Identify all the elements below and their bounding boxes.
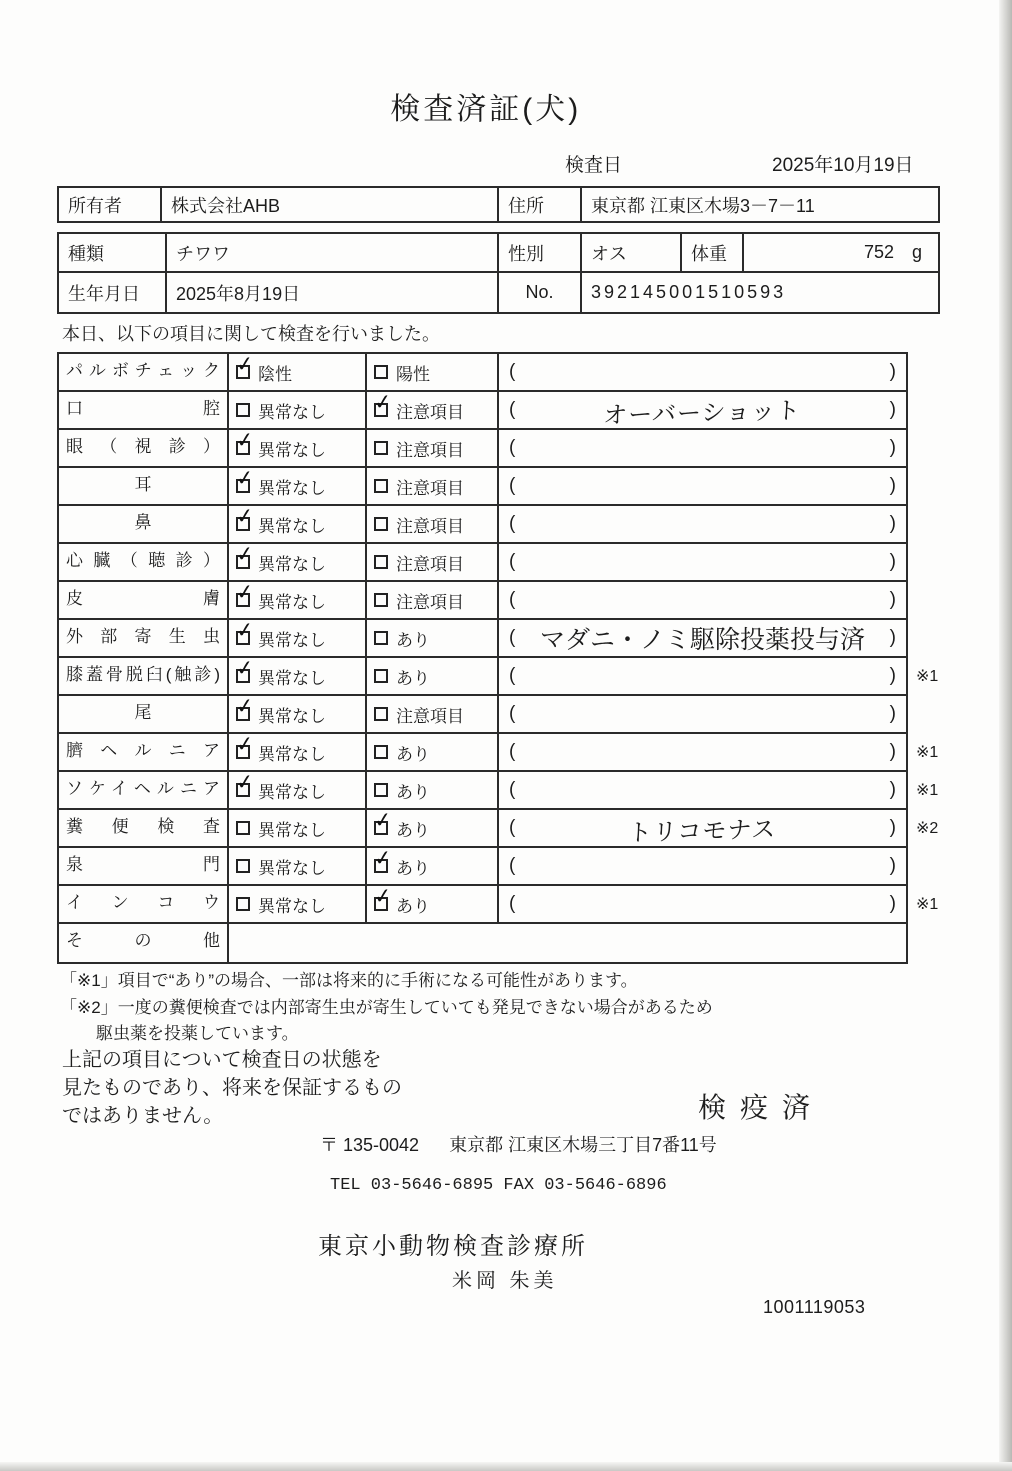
footnote-mark: ※2 [916,820,939,837]
checkbox-checked [234,427,255,455]
checkbox-checked [372,845,393,873]
checklist-row [59,541,906,582]
checkbox-unchecked [374,593,388,607]
option-label: 陰性 [258,364,292,384]
check-mark-icon: ✓ [234,427,255,453]
close-paren: ) [889,779,896,800]
option-cell [229,541,367,580]
option-label: あり [396,668,430,688]
close-paren: ) [889,703,896,724]
check-mark-icon: ✓ [372,845,393,871]
option-label: 異常なし [258,630,326,650]
checkbox-checked [372,389,393,417]
open-paren: ( [509,399,516,420]
clinic-address-line [320,1131,717,1157]
weight-label: 体重 [682,234,744,271]
check-mark-icon: ✓ [372,389,393,415]
option-cell [367,582,499,618]
option-label: 注意項目 [396,516,464,536]
pet-info-row-2 [59,273,938,312]
checkbox-checked [372,807,393,835]
certificate-no-value: 392145001510593 [591,282,787,302]
open-paren: ( [509,589,516,610]
scan-edge-bottom [0,1462,1012,1471]
checklist-row [59,769,939,810]
remarks-text: トリコモナス [627,815,778,847]
clinic-tel-fax: TEL 03-5646-6895 FAX 03-5646-6896 [330,1176,667,1195]
option-cell [229,810,367,846]
checkbox-unchecked [374,441,388,455]
option-label: 注意項目 [396,402,464,422]
option-cell [367,354,499,390]
checkbox-unchecked [374,555,388,569]
checkbox-unchecked [236,897,250,911]
checkbox-unchecked [374,517,388,531]
option-cell [367,620,499,656]
weight-cell [744,234,938,271]
checklist-row [59,427,906,468]
quarantine-passed-stamp: 検疫済 [698,1092,825,1123]
close-paren: ) [889,665,896,686]
checkbox-checked [234,731,255,759]
footnote-1: 「※1」項目で“あり”の場合、一部は将来的に手術になる可能性があります。 [60,971,638,990]
item-label: インコウ [59,886,229,922]
weight-unit: g [911,242,922,262]
option-label: 異常なし [258,554,326,574]
checkbox-checked [234,541,255,569]
certificate-no-label: No. [499,273,582,312]
open-paren: ( [509,513,516,534]
remarks-cell [499,468,906,504]
item-label: 心臓（聴診） [59,544,229,580]
checkbox-unchecked [236,821,250,835]
checkbox-checked [234,579,255,607]
remarks-cell [499,620,906,656]
item-label: 泉門 [59,848,229,884]
checklist-row [59,465,906,506]
option-label: 異常なし [258,744,326,764]
close-paren: ) [889,399,896,420]
checkbox-unchecked [374,365,388,379]
open-paren: ( [509,437,516,458]
close-paren: ) [889,589,896,610]
option-cell [367,734,499,770]
checklist-row [59,655,939,696]
option-label: あり [396,782,430,802]
birthdate-value: 2025年8月19日 [167,273,499,312]
check-mark-icon: ✓ [234,579,255,605]
open-paren: ( [509,475,516,496]
checkbox-checked [234,465,255,493]
check-mark-icon: ✓ [234,503,255,529]
intro-text: 本日、以下の項目に関して検査を行いました。 [62,324,440,344]
pet-info-table [57,232,940,314]
option-label: 注意項目 [396,592,464,612]
close-paren: ) [889,817,896,838]
option-label: 異常なし [258,592,326,612]
sex-label: 性別 [499,234,582,271]
checklist-row [59,351,906,392]
checkbox-unchecked [374,669,388,683]
item-label: ソケイヘルニア [59,772,229,808]
check-mark-icon: ✓ [372,883,393,909]
disclaimer-text [62,1046,402,1130]
option-cell [229,427,367,466]
item-label: 口腔 [59,392,229,428]
option-cell [229,503,367,542]
footnote-2-line1: 「※2」一度の糞便検査では内部寄生虫が寄生していても発見できない場合があるため [60,998,713,1017]
option-cell [229,392,367,428]
owner-table [57,186,940,223]
checkbox-checked [372,883,393,911]
open-paren: ( [509,893,516,914]
option-label: 注意項目 [396,478,464,498]
remarks-cell [499,772,906,808]
disclaimer-line: ではありません。 [62,1105,224,1127]
option-cell [367,658,499,694]
option-label: あり [396,820,430,840]
option-label: 異常なし [258,706,326,726]
option-label: 注意項目 [396,440,464,460]
option-cell [367,506,499,542]
option-label: 異常なし [258,782,326,802]
remarks-cell [499,544,906,580]
remarks-cell [499,810,906,846]
option-cell [229,579,367,618]
scan-edge-right [999,0,1012,1471]
open-paren: ( [509,855,516,876]
option-label: 異常なし [258,440,326,460]
inspection-date-label: 検査日 [565,155,623,176]
sex-value: オス [582,234,682,271]
checklist-row [59,807,939,848]
checklist-row [59,389,906,430]
checkbox-checked [234,655,255,683]
checklist-row [59,883,939,924]
checkbox-unchecked [374,631,388,645]
open-paren: ( [509,741,516,762]
option-cell [229,465,367,504]
option-label: 異常なし [258,668,326,688]
option-label: 陽性 [396,364,430,384]
checklist-row [59,617,906,658]
close-paren: ) [889,513,896,534]
close-paren: ) [889,741,896,762]
checkbox-unchecked [374,745,388,759]
item-label: 臍ヘルニア [59,734,229,770]
option-cell [367,696,499,732]
remarks-text: オーバーショット [602,396,802,430]
option-cell [229,769,367,808]
empty-cell [229,924,906,962]
checklist-table [57,351,939,964]
open-paren: ( [509,551,516,572]
option-label: 異常なし [258,516,326,536]
checklist-row [59,693,906,734]
open-paren: ( [509,703,516,724]
option-cell [367,807,499,846]
close-paren: ) [889,893,896,914]
breed-value: チワワ [167,234,499,271]
checklist-row [59,579,906,620]
remarks-cell [499,392,906,428]
check-mark-icon: ✓ [234,655,255,681]
remarks-text: マダニ・ノミ駆除投薬投与済 [539,626,865,654]
remarks-cell [499,354,906,390]
item-label: パルボチェック [59,354,229,390]
footnote-2-line2: 駆虫薬を投薬しています。 [96,1024,299,1043]
check-mark-icon: ✓ [234,541,255,567]
disclaimer-line: 上記の項目について検査日の状態を [62,1049,382,1071]
checkbox-unchecked [374,707,388,721]
checkbox-checked [234,769,255,797]
breed-label: 種類 [59,234,167,271]
checkbox-unchecked [236,403,250,417]
close-paren: ) [889,437,896,458]
footnote-mark: ※1 [916,896,939,913]
option-label: 注意項目 [396,706,464,726]
checkbox-checked [234,617,255,645]
option-cell [367,389,499,428]
inspection-date-value: 2025年10月19日 [772,155,914,176]
weight-value: 752 [863,242,894,262]
option-label: 注意項目 [396,554,464,574]
option-cell [229,848,367,884]
option-label: 異常なし [258,478,326,498]
checkbox-unchecked [236,859,250,873]
checklist-row [59,503,906,544]
check-mark-icon: ✓ [372,807,393,833]
item-label: 皮膚 [59,582,229,618]
remarks-cell [499,848,906,884]
open-paren: ( [509,361,516,382]
check-mark-icon: ✓ [234,731,255,757]
option-cell [229,693,367,732]
footnote-mark: ※1 [916,782,939,799]
owner-label: 所有者 [59,188,162,221]
option-label: あり [396,896,430,916]
remarks-cell [499,506,906,542]
close-paren: ) [889,361,896,382]
footnote-mark: ※1 [916,668,939,685]
remarks-cell [499,582,906,618]
check-mark-icon: ✓ [234,693,255,719]
option-cell [229,617,367,656]
clinic-address: 東京都 江東区木場三丁目7番11号 [449,1135,717,1155]
clinic-postal-code: 〒 135-0042 [320,1135,420,1155]
checklist-row [59,731,939,772]
open-paren: ( [509,627,516,648]
item-label: 鼻 [59,506,229,542]
remarks-cell [499,696,906,732]
option-cell [229,886,367,922]
option-label: 異常なし [258,402,326,422]
checklist-row [59,924,906,962]
item-label: 尾 [59,696,229,732]
option-cell [367,772,499,808]
option-label: あり [396,858,430,878]
option-cell [367,468,499,504]
open-paren: ( [509,665,516,686]
close-paren: ) [889,551,896,572]
veterinarian-name: 米岡 朱美 [452,1270,558,1292]
address-value: 東京都 江東区木場3－7－11 [591,195,815,216]
address-label: 住所 [499,188,582,221]
item-label: 眼（視診） [59,430,229,466]
check-mark-icon: ✓ [234,617,255,643]
checklist-row [59,845,906,886]
option-label: 異常なし [258,896,326,916]
open-paren: ( [509,817,516,838]
check-mark-icon: ✓ [234,465,255,491]
option-cell [367,845,499,884]
pet-info-row-1 [59,234,938,273]
option-cell [367,883,499,922]
option-cell [229,655,367,694]
close-paren: ) [889,855,896,876]
check-mark-icon: ✓ [234,351,255,377]
item-label: その他 [59,924,229,962]
option-cell [229,731,367,770]
remarks-cell [499,886,906,922]
option-label: 異常なし [258,858,326,878]
check-mark-icon: ✓ [234,769,255,795]
option-cell [367,430,499,466]
checkbox-unchecked [374,479,388,493]
checkbox-checked [234,351,255,379]
clinic-name: 東京小動物検査診療所 [318,1233,588,1260]
item-label: 膝蓋骨脱臼(触診) [59,658,229,694]
remarks-cell [499,658,906,694]
close-paren: ) [889,627,896,648]
option-cell [367,544,499,580]
open-paren: ( [509,779,516,800]
item-label: 外部寄生虫 [59,620,229,656]
footnote-mark: ※1 [916,744,939,761]
option-label: あり [396,630,430,650]
option-label: あり [396,744,430,764]
option-label: 異常なし [258,820,326,840]
disclaimer-line: 見たものであり、将来を保証するもの [62,1077,402,1099]
checkbox-unchecked [374,783,388,797]
item-label: 耳 [59,468,229,504]
option-cell [229,351,367,390]
close-paren: ) [889,475,896,496]
birthdate-label: 生年月日 [59,273,167,312]
checkbox-checked [234,693,255,721]
owner-value: 株式会社AHB [162,188,499,221]
item-label: 糞便検査 [59,810,229,846]
remarks-cell [499,734,906,770]
remarks-cell [499,430,906,466]
checkbox-checked [234,503,255,531]
document-code: 1001119053 [763,1297,866,1317]
document-title: 検査済証(犬) [390,93,582,126]
